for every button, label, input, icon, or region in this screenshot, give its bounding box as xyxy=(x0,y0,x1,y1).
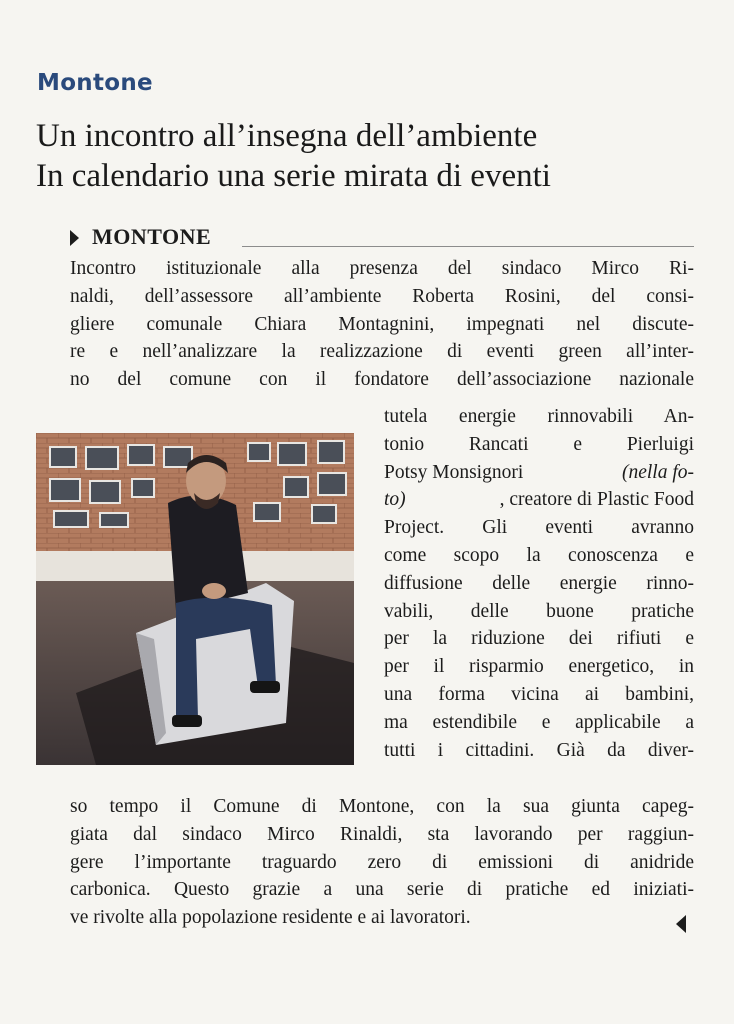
text-line: gliere comunale Chiara Montagnini, impegnati nel discute- xyxy=(70,313,694,335)
text-line: per la riduzione dei rifiuti e xyxy=(384,628,694,650)
text-line: per il risparmio energetico, in xyxy=(384,656,694,678)
text-line: diffusione delle energie rinno- xyxy=(384,572,694,594)
headline-line-1: Un incontro all’insegna dell’ambiente xyxy=(36,118,538,154)
photo-caption-reference: (nella fo- xyxy=(621,461,694,483)
text-line: ve rivolte alla popolazione residente e ai lavoratori. xyxy=(70,907,471,929)
location-line xyxy=(70,224,694,252)
text-line: gere l’importante traguardo zero di emissioni di anidride xyxy=(70,851,694,873)
location-rule xyxy=(242,246,694,247)
text-fragment: , creatore di Plastic Food xyxy=(499,489,694,511)
photo-caption-reference: to) xyxy=(384,489,406,511)
headline-line-2: In calendario una serie mirata di eventi xyxy=(36,158,551,194)
text-line: Project. Gli eventi avranno xyxy=(384,517,694,539)
paragraph-bottom xyxy=(70,793,694,932)
text-line: naldi, dell’assessore all’ambiente Roberta Rosini, del consi- xyxy=(70,285,694,307)
text-line: ma estendibile e applicabile a xyxy=(384,711,694,733)
article-kicker: Montone xyxy=(37,70,153,96)
triangle-right-icon xyxy=(70,230,79,246)
triangle-left-icon xyxy=(676,915,686,933)
text-fragment: Potsy Monsignori xyxy=(384,461,524,483)
article-headline xyxy=(36,116,716,196)
photo-illustration xyxy=(36,433,354,765)
text-line: re e nell’analizzare la realizzazione di eventi green all’inter- xyxy=(70,341,694,363)
text-line: no del comune con il fondatore dell’associazione nazionale xyxy=(70,369,694,391)
text-line xyxy=(384,486,694,514)
text-line: vabili, delle buone pratiche xyxy=(384,600,694,622)
text-line: tutela energie rinnovabili An- xyxy=(384,406,694,427)
text-line: come scopo la conoscenza e xyxy=(384,544,694,566)
location-label: MONTONE xyxy=(92,224,212,249)
text-line: carbonica. Questo grazie a una serie di pratiche ed iniziati- xyxy=(70,879,694,901)
text-line: Incontro istituzionale alla presenza del sindaco Mirco Ri- xyxy=(70,258,694,279)
text-line xyxy=(384,459,694,487)
text-line: tutti i cittadini. Già da diver- xyxy=(384,739,694,761)
article-photo xyxy=(36,433,354,765)
text-line: una forma vicina ai bambini, xyxy=(384,683,694,705)
text-line: tonio Rancati e Pierluigi xyxy=(384,433,694,455)
text-line: so tempo il Comune di Montone, con la sua giunta capeg- xyxy=(70,796,694,817)
paragraph-side xyxy=(384,403,694,764)
text-line: giata dal sindaco Mirco Rinaldi, sta lavorando per raggiun- xyxy=(70,823,694,845)
paragraph-top xyxy=(70,255,694,394)
